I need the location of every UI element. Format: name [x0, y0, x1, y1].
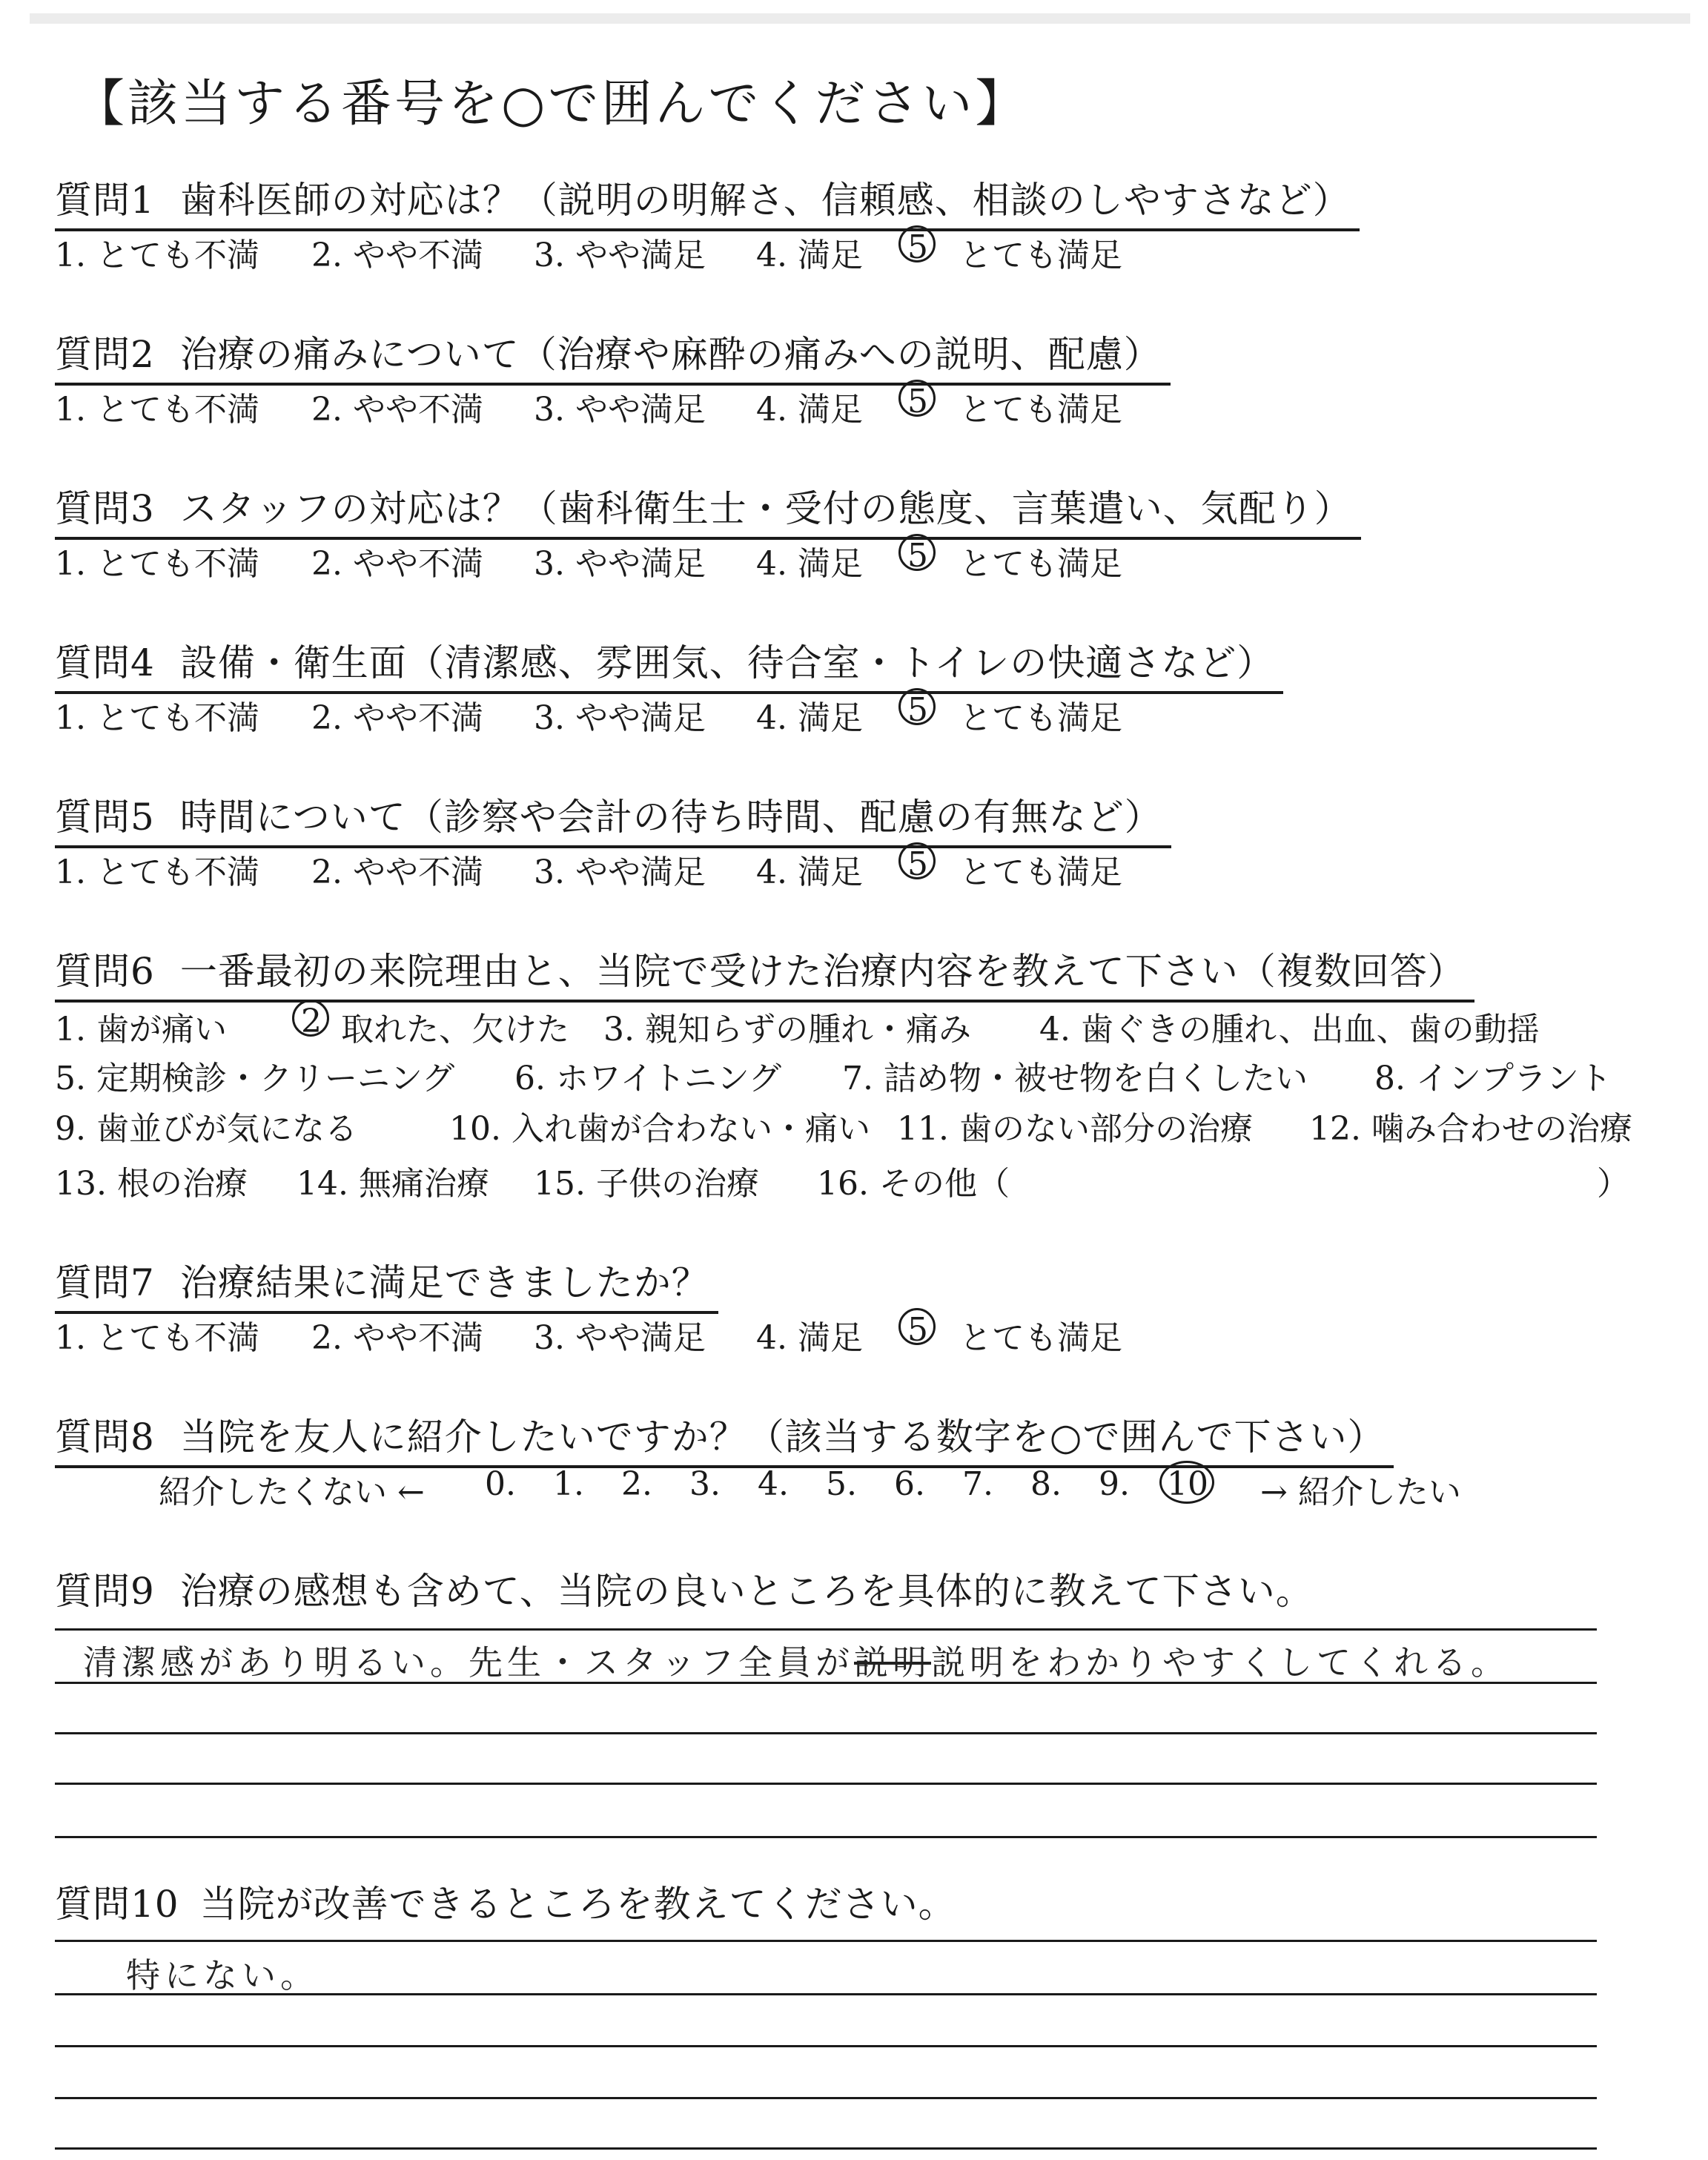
question-7 — [55, 1253, 718, 1314]
question-9 — [55, 1562, 1314, 1615]
option[interactable]: 3. 親知らずの腫れ・痛み — [603, 1011, 971, 1048]
circled-number — [907, 1311, 928, 1349]
question-number: 質問5 — [55, 796, 155, 839]
scale-option-5[interactable]: 5. — [826, 1465, 857, 1503]
scale-option-1[interactable]: 1. — [553, 1465, 584, 1503]
scale-option-10[interactable] — [1167, 1465, 1208, 1503]
struck-text: 説明 — [854, 1642, 931, 1682]
option-3[interactable]: 3. やや満足 — [534, 699, 706, 737]
option-selected[interactable] — [301, 1003, 322, 1040]
question-5 — [55, 787, 1171, 848]
question-2-title — [55, 325, 1171, 386]
question-text: 一番最初の来院理由と、当院で受けた治療内容を教えて下さい（複数回答） — [179, 950, 1466, 993]
scale-option-3[interactable]: 3. — [689, 1465, 721, 1503]
question-text: スタッフの対応は？（歯科衛生士・受付の態度、言葉遣い、気配り） — [179, 487, 1352, 530]
question-text: 時間について（診察や会計の待ち時間、配慮の有無など） — [179, 796, 1162, 839]
question-5-title — [55, 787, 1171, 848]
option[interactable]: 11. 歯のない部分の治療 — [897, 1110, 1253, 1148]
circled-number — [907, 691, 928, 729]
option-1[interactable]: 1. とても不満 — [55, 699, 259, 737]
answer-line — [55, 2147, 1597, 2150]
scale-option-8[interactable]: 8. — [1030, 1465, 1062, 1503]
option-3[interactable]: 3. やや満足 — [534, 545, 706, 583]
answer-text: 清潔感があり明るい。先生・スタッフ全員が — [83, 1642, 854, 1682]
option[interactable]: 10. 入れ歯が合わない・痛い — [449, 1110, 870, 1148]
question-number: 質問8 — [55, 1416, 155, 1459]
scale-option-4[interactable]: 4. — [758, 1465, 789, 1503]
option-2[interactable]: 2. やや不満 — [311, 853, 483, 891]
question-8 — [55, 1407, 1394, 1468]
option[interactable]: 1. 歯が痛い — [55, 1011, 227, 1048]
hand-drawn-circle — [898, 380, 936, 417]
answer-line — [55, 1783, 1597, 1785]
question-number: 質問4 — [55, 641, 155, 684]
handwritten-answer-q9[interactable] — [83, 1636, 1509, 1685]
question-number: 質問1 — [55, 179, 155, 222]
question-8-title — [55, 1407, 1394, 1468]
option-5[interactable] — [907, 537, 928, 575]
option[interactable]: 15. 子供の治療 — [534, 1165, 759, 1203]
page-title: 【該当する番号を○で囲んでください】 — [74, 75, 1029, 133]
scale-left-label: 紹介したくない ← — [159, 1473, 425, 1511]
option-5-label: とても満足 — [959, 237, 1122, 274]
option[interactable]: 5. 定期検診・クリーニング — [55, 1060, 455, 1097]
option[interactable]: 9. 歯並びが気になる — [55, 1110, 357, 1148]
scale-option-2[interactable]: 2. — [621, 1465, 652, 1503]
option-number: 5 — [907, 845, 928, 883]
option-5[interactable] — [907, 691, 928, 729]
question-number: 質問2 — [55, 333, 155, 376]
option-4[interactable]: 4. 満足 — [756, 1319, 863, 1357]
option-5[interactable] — [907, 845, 928, 883]
question-text: 設備・衛生面（清潔感、雰囲気、待合室・トイレの快適さなど） — [179, 641, 1275, 684]
option-4[interactable]: 4. 満足 — [756, 545, 863, 583]
option-number: 5 — [907, 1311, 928, 1349]
circled-number — [907, 228, 928, 266]
question-number: 質問10 — [55, 1883, 179, 1926]
question-text: 当院を友人に紹介したいですか？（該当する数字を○で囲んで下さい） — [179, 1416, 1386, 1459]
question-text: 当院が改善できるところを教えてください。 — [199, 1883, 956, 1926]
option[interactable]: 4. 歯ぐきの腫れ、出血、歯の動揺 — [1039, 1011, 1540, 1048]
option-5-label: とても満足 — [959, 391, 1122, 429]
hand-drawn-circle — [898, 534, 936, 571]
option-4[interactable]: 4. 満足 — [756, 391, 863, 429]
option-2[interactable]: 2. やや不満 — [311, 1319, 483, 1357]
scan-top-edge — [30, 13, 1690, 24]
answer-line — [55, 2045, 1597, 2047]
scale-option-0[interactable]: 0. — [485, 1465, 516, 1503]
option-number: 5 — [907, 691, 928, 729]
hand-drawn-circle — [898, 225, 936, 262]
option-1[interactable]: 1. とても不満 — [55, 237, 259, 274]
question-number: 質問9 — [55, 1570, 155, 1613]
option-5-label: とても満足 — [959, 699, 1122, 737]
option-number: 5 — [907, 383, 928, 420]
answer-line — [55, 2097, 1597, 2099]
hand-drawn-circle — [292, 1000, 329, 1037]
option-number: 5 — [907, 537, 928, 575]
option-5[interactable] — [907, 1311, 928, 1349]
question-3 — [55, 479, 1361, 540]
question-6 — [55, 942, 1474, 1003]
option-2[interactable]: 2. やや不満 — [311, 237, 483, 274]
circled-number — [907, 845, 928, 883]
question-4 — [55, 633, 1283, 694]
option-2[interactable]: 2. やや不満 — [311, 391, 483, 429]
question-text: 治療結果に満足できましたか？ — [179, 1261, 709, 1304]
question-3-title — [55, 479, 1361, 540]
hand-drawn-circle — [898, 1308, 936, 1345]
option-4[interactable]: 4. 満足 — [756, 237, 863, 274]
answer-text: 説明をわかりやすくしてくれる。 — [931, 1642, 1509, 1682]
option-3[interactable]: 3. やや満足 — [534, 1319, 706, 1357]
option-5-label: とても満足 — [959, 545, 1122, 583]
option-4[interactable]: 4. 満足 — [756, 853, 863, 891]
option-1[interactable]: 1. とても不満 — [55, 1319, 259, 1357]
option-5[interactable] — [907, 228, 928, 266]
option-number: 5 — [907, 228, 928, 266]
option[interactable]: 13. 根の治療 — [55, 1165, 248, 1203]
answer-line — [55, 1732, 1597, 1734]
hand-drawn-circle — [898, 688, 936, 725]
question-number: 質問3 — [55, 487, 155, 530]
question-number: 質問6 — [55, 950, 155, 993]
circled-number — [907, 537, 928, 575]
option-close-paren: ） — [1597, 1165, 1629, 1203]
option-1[interactable]: 1. とても不満 — [55, 545, 259, 583]
option-3[interactable]: 3. やや満足 — [534, 237, 706, 274]
question-number: 質問7 — [55, 1261, 155, 1304]
hand-drawn-circle — [898, 842, 936, 879]
option-1[interactable]: 1. とても不満 — [55, 391, 259, 429]
scale-option-7[interactable]: 7. — [962, 1465, 993, 1503]
question-1-title — [55, 171, 1360, 231]
option[interactable]: 8. インプラント — [1374, 1060, 1612, 1097]
scale-option-6[interactable]: 6. — [894, 1465, 925, 1503]
scale-number: 10 — [1167, 1465, 1208, 1503]
handwritten-answer-q10[interactable]: 特にない。 — [126, 1955, 319, 1995]
scale-option-9[interactable]: 9. — [1099, 1465, 1130, 1503]
question-10 — [55, 1875, 956, 1928]
circled-number — [1167, 1465, 1208, 1503]
option-3[interactable]: 3. やや満足 — [534, 853, 706, 891]
option-3[interactable]: 3. やや満足 — [534, 391, 706, 429]
question-7-title — [55, 1253, 718, 1314]
option-number: 2 — [301, 1003, 322, 1040]
answer-line — [55, 1628, 1597, 1631]
circled-number — [907, 383, 928, 420]
option-2[interactable]: 2. やや不満 — [311, 545, 483, 583]
option-5[interactable] — [907, 383, 928, 420]
option[interactable]: 7. 詰め物・被せ物を白くしたい — [842, 1060, 1308, 1097]
question-1 — [55, 171, 1360, 231]
question-text: 治療の感想も含めて、当院の良いところを具体的に教えて下さい。 — [179, 1570, 1314, 1613]
question-4-title — [55, 633, 1283, 694]
scale-right-label: → 紹介したい — [1260, 1473, 1461, 1511]
question-text: 歯科医師の対応は？（説明の明解さ、信頼感、相談のしやすさなど） — [179, 179, 1351, 222]
question-6-title — [55, 942, 1474, 1003]
option-4[interactable]: 4. 満足 — [756, 699, 863, 737]
answer-line — [55, 1940, 1597, 1942]
option-1[interactable]: 1. とても不満 — [55, 853, 259, 891]
circled-number — [301, 1003, 322, 1040]
option[interactable]: 6. ホワイトニング — [514, 1060, 782, 1097]
hand-drawn-circle — [1159, 1461, 1214, 1504]
question-text: 治療の痛みについて（治療や麻酔の痛みへの説明、配慮） — [179, 333, 1162, 376]
option-label: 取れた、欠けた — [341, 1011, 569, 1048]
option-5-label: とても満足 — [959, 853, 1122, 891]
option-5-label: とても満足 — [959, 1319, 1122, 1357]
option[interactable]: 14. 無痛治療 — [297, 1165, 489, 1203]
option[interactable]: 16. その他（ — [817, 1165, 1010, 1203]
question-2 — [55, 325, 1171, 386]
option-2[interactable]: 2. やや不満 — [311, 699, 483, 737]
option[interactable]: 12. 噛み合わせの治療 — [1309, 1110, 1632, 1148]
answer-line — [55, 1836, 1597, 1838]
